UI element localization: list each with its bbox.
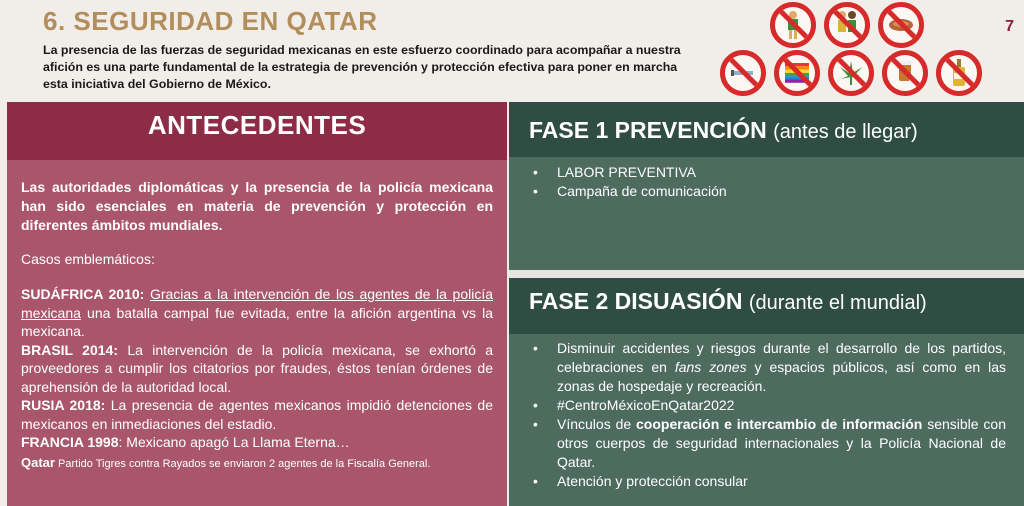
case-label: Qatar [21,454,55,470]
case-label: RUSIA 2018: [21,397,106,413]
item-text: Disminuir accidentes y riesgos durante el desarrollo de los partidos, celebraciones en [557,340,1006,375]
item-text: Vínculos de [557,416,637,432]
antecedentes-panel [7,102,507,506]
item-bold: cooperación e intercambio de información [636,416,923,432]
fase1-body [509,157,1024,270]
case-text: La intervención de la policía mexicana, se exhortó a proveedores a cumplir los citatorios por fraudes, éstos tenían órdenes de aprehensión de la autoridad local. [21,341,493,395]
section-divider [509,270,1024,278]
cannabis-leaf-icon [828,50,874,96]
list-item: • LABOR PREVENTIVA [531,163,1006,182]
sausage-pork-icon [878,2,924,48]
case-text: una batalla campal fue evitada, entre la afición argentina vs la mexicana. [21,304,493,339]
case-brasil [21,341,493,397]
case-text: : Mexicano apagó La Llama Eterna… [118,434,350,450]
fase1-list [509,157,1024,201]
fase2-body [509,334,1024,506]
item-emphasis: fans zones [674,359,747,375]
case-label: SUDÁFRICA 2010: [21,286,145,302]
list-item: • #CentroMéxicoEnQatar2022 [531,396,1006,415]
list-item [531,339,1006,396]
case-label: FRANCIA 1998 [21,434,119,450]
list-item [531,415,1006,472]
page-number: 7 [1005,18,1014,35]
fase2-subtitle: (durante el mundial) [748,292,927,314]
case-francia [21,433,493,452]
item-text: y espacios públicos, así como en las zonas de hospedaje y recreación. [557,359,1006,394]
case-text: Partido Tigres contra Rayados se enviaron 2 agentes de la Fiscalía General. [54,457,431,470]
casos-label: Casos emblemáticos: [21,251,155,267]
list-item: • Atención y protección consular [531,472,1006,491]
fase1-subtitle: (antes de llegar) [773,121,918,143]
item-text: sensible con otros cuerpos de seguridad internacionales y la Policía Nacional de Qatar. [557,416,1006,470]
couple-affection-icon [824,2,870,48]
case-label: BRASIL 2014: [21,341,118,358]
fase1-title: FASE 1 PREVENCIÓN [529,117,767,143]
rainbow-flag-icon [774,50,820,96]
fase2-list [509,334,1024,491]
fase2-header [509,278,1024,334]
fase1-header [509,102,1024,157]
fase2-title: FASE 2 DISUASIÓN [529,288,743,314]
case-text: La presencia de agentes mexicanos impidió detenciones de mexicanos en inmediaciones del estadio. [21,397,493,432]
page-description: La presencia de las fuerzas de seguridad mexicanas en este esfuerzo coordinado para acompañar a nuestra afición es una parte fundamental de la estrategia de prevención y protección efectiva para poner en marcha esta iniciativa del Gobierno de México. [43,43,681,91]
case-qatar [21,454,493,473]
immodest-clothing-icon [770,2,816,48]
drugs-syringe-icon [720,50,766,96]
page-title: 6. SEGURIDAD EN QATAR [43,6,378,36]
pills-icon [882,50,928,96]
list-item: • Campaña de comunicación [531,182,1006,201]
case-rusia [21,396,493,433]
case-underlined-text: Gracias a la intervención de los agentes de la policía mexicana [21,286,494,321]
alcohol-bottle-icon [936,50,982,96]
case-sudafrica [21,285,493,341]
prohibited-icons-group [720,2,995,98]
antecedentes-title: ANTECEDENTES [7,102,507,160]
antecedentes-intro: Las autoridades diplomáticas y la presencia de la policía mexicana han sido esenciales en materia de prevención y protección en diferentes ámbitos mundiales. [21,179,493,233]
